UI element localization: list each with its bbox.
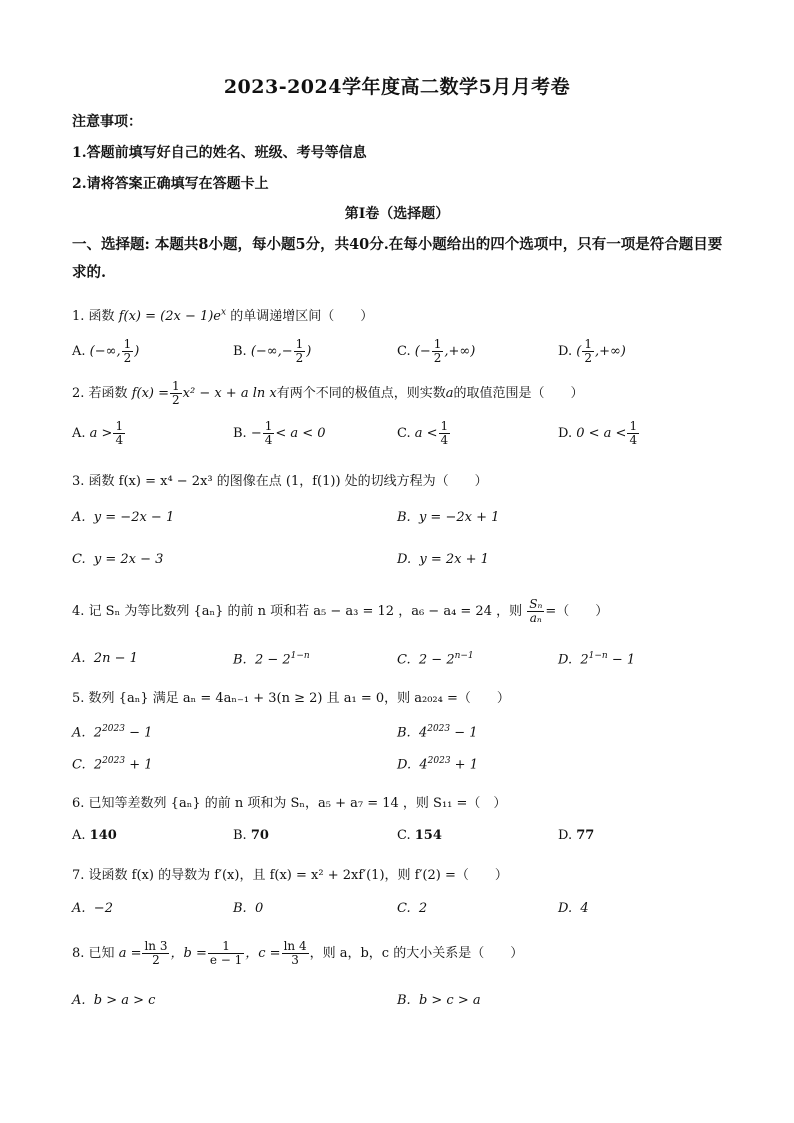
fraction-denominator: 4: [115, 433, 124, 447]
question-4: [72, 598, 608, 625]
option-label: A.: [72, 725, 86, 741]
fraction-numerator: 1: [115, 419, 124, 433]
question-2: [72, 380, 584, 407]
q5-option-c: [72, 756, 153, 772]
fraction-numerator: 1: [208, 940, 244, 954]
option-text: 2n − 1: [93, 651, 138, 666]
option-pre: a >: [89, 426, 113, 441]
q1-formula-sup: x: [221, 307, 227, 318]
option-pre: (−∞,−: [250, 344, 293, 359]
q7-option-c: [397, 901, 427, 916]
option-pre: (−: [414, 344, 431, 359]
option-tail: + 1: [450, 757, 478, 773]
option-text: y = 2x − 3: [93, 552, 164, 567]
q6-option-a: [72, 828, 117, 843]
option-label: C.: [397, 652, 411, 668]
option-label: B.: [397, 725, 411, 741]
q4-option-b: [233, 651, 310, 667]
option-label: B.: [233, 652, 247, 668]
q8-stem-b: ，则 a，b，c 的大小关系是（ ）: [309, 946, 524, 961]
option-text: 154: [414, 828, 442, 843]
q2-option-c: [397, 420, 451, 447]
option-pre: 0 < a <: [576, 426, 627, 441]
fraction-numerator: 1: [264, 419, 273, 433]
option-sup: 2023: [102, 724, 125, 734]
q5-option-a: [72, 724, 152, 740]
option-label: B.: [233, 828, 247, 843]
q7-option-b: [233, 901, 263, 916]
q6-option-b: [233, 828, 269, 843]
q8-option-b: [397, 993, 481, 1008]
fraction-numerator: Sₙ: [529, 597, 543, 611]
q6-option-d: [558, 828, 594, 843]
option-label: D.: [397, 552, 412, 567]
question-8: [72, 940, 523, 967]
q2-option-d: [558, 420, 640, 447]
option-text: 2: [93, 725, 103, 741]
option-text: 2 − 2: [254, 652, 291, 668]
option-sup: 1−n: [290, 651, 310, 661]
option-label: C.: [397, 901, 411, 916]
q1-option-d: [558, 338, 626, 365]
fraction-denominator: 2: [172, 393, 180, 407]
question-3: 3. 函数 f(x) = x⁴ − 2x³ 的图像在点 (1，f(1)) 处的切线方程为（ ）: [72, 474, 488, 489]
q2-variable: a: [445, 386, 454, 401]
fraction: [208, 940, 244, 967]
q8-b-pre: ，b =: [170, 946, 207, 961]
option-tail: − 1: [124, 725, 153, 741]
fraction-numerator: 1: [172, 379, 180, 393]
fraction: [432, 338, 444, 365]
option-sup: 2023: [102, 756, 126, 766]
q1-option-b: [233, 338, 311, 365]
option-text: 2 − 2: [418, 652, 455, 668]
q4-stem-a: 4. 记 Sₙ 为等比数列 {aₙ} 的前 n 项和若 a₅ − a₃ = 12 ，a₆ − a₄ = 24 ，则: [72, 604, 523, 619]
section-intro: 一、选择题: 本题共8小题，每小题5分，共40分.在每小题给出的四个选项中，只有一项是符合题目要求的.: [72, 236, 723, 281]
q7-option-d: [558, 901, 589, 916]
fraction-denominator: 2: [584, 351, 592, 365]
option-text: 4: [580, 901, 589, 916]
q4-stem-b: =（ ）: [545, 604, 609, 619]
option-label: B.: [233, 426, 247, 441]
q5-option-d: [397, 756, 478, 772]
fraction-denominator: 4: [440, 433, 449, 447]
fraction-denominator: 2: [123, 351, 132, 365]
option-label: B.: [397, 510, 411, 525]
option-label: A.: [72, 651, 86, 666]
option-label: C.: [397, 426, 411, 441]
question-7: 7. 设函数 f(x) 的导数为 f′(x)，且 f(x) = x² + 2xf′(1)，则 f′(2) =（ ）: [72, 868, 508, 883]
q2-option-a: [72, 420, 126, 447]
section-title: 第I卷（选择题）: [344, 206, 450, 222]
q1-stem-b: 的单调递增区间（ ）: [230, 309, 374, 324]
q2-formula-post: x² − x + a ln x: [182, 386, 277, 401]
option-label: D.: [558, 426, 573, 441]
option-text: b > a > c: [93, 993, 156, 1008]
option-text: 4: [418, 725, 428, 741]
question-6: 6. 已知等差数列 {aₙ} 的前 n 项和为 Sₙ，a₅ + a₇ = 14 ，则 S₁₁ =（ ）: [72, 796, 507, 811]
fraction-denominator: 3: [291, 953, 299, 967]
option-label: C.: [397, 828, 411, 843]
fraction-denominator: e − 1: [209, 953, 243, 967]
q6-option-c: [397, 828, 442, 843]
q8-a-pre: a =: [118, 946, 142, 961]
question-5: 5. 数列 {aₙ} 满足 aₙ = 4aₙ₋₁ + 3(n ≥ 2) 且 a₁ = 0，则 a₂₀₂₄ =（ ）: [72, 691, 510, 706]
option-text: 77: [576, 828, 595, 843]
option-text: b > c > a: [418, 993, 481, 1008]
option-tail: − 1: [450, 725, 478, 741]
option-pre: (−∞,: [89, 344, 121, 359]
q1-option-a: [72, 338, 139, 365]
fraction-denominator: aₙ: [529, 611, 542, 625]
q4-option-c: [397, 651, 474, 667]
fraction-numerator: ln 3: [144, 939, 168, 953]
option-pre: −: [250, 426, 262, 441]
fraction-numerator: 1: [123, 337, 132, 351]
fraction: [439, 420, 451, 447]
option-label: C.: [397, 344, 411, 359]
option-text: 70: [250, 828, 269, 843]
q8-c-pre: ，c =: [245, 946, 281, 961]
option-label: B.: [233, 901, 247, 916]
option-text: y = −2x − 1: [93, 510, 175, 525]
fraction-numerator: 1: [629, 419, 638, 433]
option-text: 4: [419, 757, 428, 773]
question-1: [72, 305, 373, 324]
option-pre: a <: [414, 426, 438, 441]
fraction-denominator: 4: [629, 433, 638, 447]
q2-stem-c: 的取值范围是（ ）: [453, 386, 584, 401]
q8-option-a: [72, 993, 155, 1008]
option-label: A.: [72, 510, 86, 525]
option-tail: + 1: [125, 757, 153, 773]
option-label: A.: [72, 344, 86, 359]
option-text: 140: [89, 828, 117, 843]
option-label: A.: [72, 426, 86, 441]
option-label: C.: [72, 757, 86, 773]
option-text: −2: [93, 901, 113, 916]
fraction-denominator: 4: [264, 433, 273, 447]
option-label: A.: [72, 993, 86, 1008]
fraction-denominator: 2: [152, 953, 160, 967]
option-text: 2: [580, 652, 589, 668]
q2-stem-a: 2. 若函数: [72, 386, 128, 401]
option-label: D.: [558, 344, 573, 359]
q2-option-b: [233, 420, 326, 447]
option-post: ,+∞): [594, 344, 626, 359]
option-post: ,+∞): [444, 344, 476, 359]
fraction: [527, 598, 544, 625]
fraction: [263, 420, 275, 447]
q3-option-d: [397, 552, 489, 567]
note-item-1: 1.答题前填写好自己的姓名、班级、考号等信息: [72, 145, 367, 161]
option-label: D.: [397, 757, 412, 773]
fraction: [122, 338, 134, 365]
option-sup: 1−n: [588, 651, 608, 661]
option-label: B.: [397, 993, 411, 1008]
fraction-numerator: 1: [433, 337, 442, 351]
q7-option-a: [72, 901, 113, 916]
q4-option-a: [72, 651, 138, 666]
option-label: D.: [558, 901, 573, 916]
option-text: 2: [418, 901, 428, 916]
q8-stem-a: 8. 已知: [72, 946, 115, 961]
option-label: B.: [233, 344, 247, 359]
note-item-2: 2.请将答案正确填写在答题卡上: [72, 176, 269, 192]
option-post: < a < 0: [275, 426, 326, 441]
option-text: 2: [93, 757, 103, 773]
option-sup: n−1: [454, 651, 474, 661]
q3-option-b: [397, 510, 499, 525]
option-post: ): [134, 344, 140, 359]
q1-stem-a: 1. 函数: [72, 309, 115, 324]
fraction: [113, 420, 125, 447]
fraction: [294, 338, 306, 365]
fraction-numerator: 1: [584, 337, 592, 351]
q2-stem-b: 有两个不同的极值点，则实数: [276, 386, 446, 401]
fraction-denominator: 2: [295, 351, 304, 365]
fraction: [142, 940, 169, 967]
option-label: D.: [558, 652, 573, 668]
fraction: [582, 338, 594, 365]
option-post: ): [306, 344, 312, 359]
fraction: [282, 940, 309, 967]
option-sup: 2023: [427, 756, 451, 766]
fraction-numerator: 1: [440, 419, 449, 433]
option-sup: 2023: [427, 724, 451, 734]
q3-option-c: [72, 552, 163, 567]
q1-option-c: [397, 338, 475, 365]
q3-option-a: [72, 510, 174, 525]
q5-option-b: [397, 724, 478, 740]
fraction: [170, 380, 182, 407]
option-text: y = −2x + 1: [418, 510, 500, 525]
q2-formula-pre: f(x) =: [131, 386, 169, 401]
option-pre: (: [576, 344, 582, 359]
fraction-numerator: 1: [295, 337, 304, 351]
option-label: A.: [72, 828, 86, 843]
option-label: A.: [72, 901, 86, 916]
option-text: y = 2x + 1: [419, 552, 489, 567]
notes-heading: 注意事项：: [72, 114, 142, 130]
option-tail: − 1: [607, 652, 636, 668]
q1-formula: f(x) = (2x − 1)e: [118, 309, 221, 324]
option-text: 0: [254, 901, 264, 916]
q4-option-d: [558, 651, 635, 667]
fraction: [627, 420, 639, 447]
option-label: C.: [72, 552, 86, 567]
option-label: D.: [558, 828, 573, 843]
fraction-numerator: ln 4: [283, 939, 307, 953]
page-title: 2023-2024学年度高二数学5月月考卷: [223, 76, 571, 98]
fraction-denominator: 2: [433, 351, 442, 365]
